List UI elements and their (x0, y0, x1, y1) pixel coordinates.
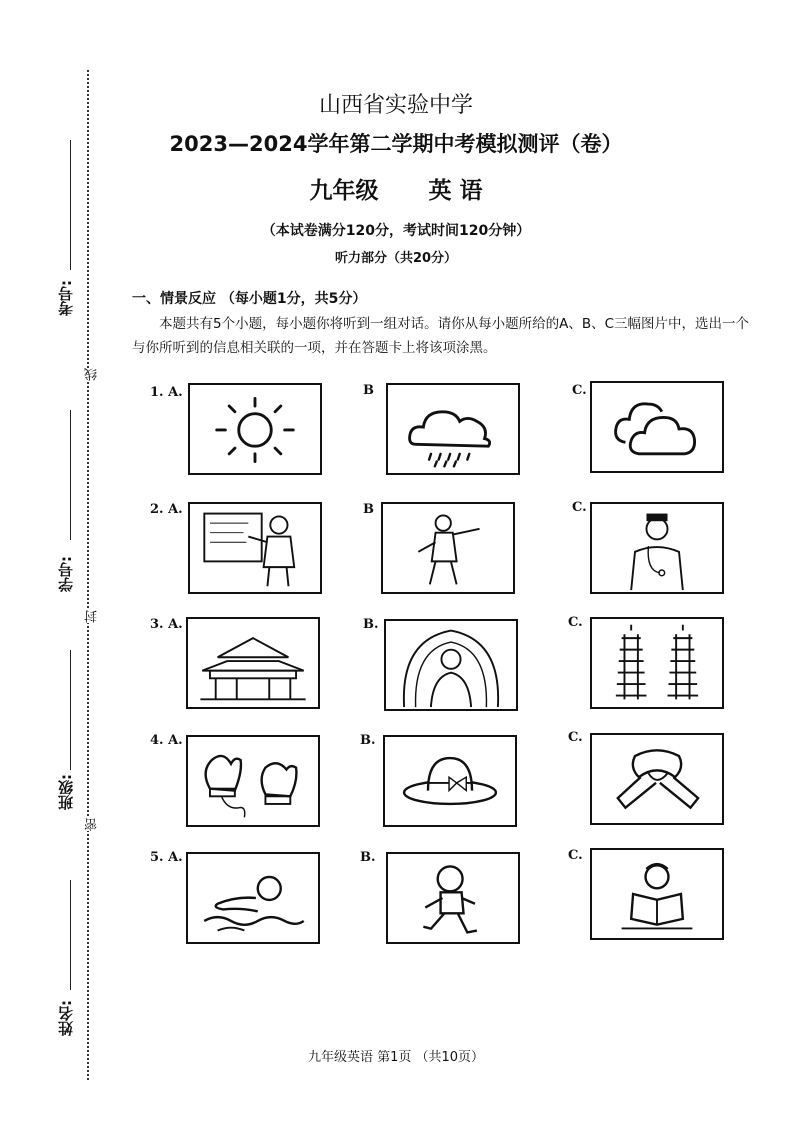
q3-label-a: 3. A. (150, 617, 183, 632)
q1-label-b: B (363, 383, 374, 398)
mittens-icon (188, 737, 318, 825)
q4-label-c: C. (568, 730, 583, 745)
seal-char-line: 线 (85, 368, 100, 381)
subject-label: 英 语 (428, 178, 483, 204)
listening-part-title: 听力部分（共20分） (334, 251, 458, 266)
q5-option-b[interactable] (386, 852, 520, 944)
q3-label-b: B. (363, 617, 379, 632)
twin-pagodas (592, 619, 722, 707)
name-label: 姓名: (57, 1000, 75, 1036)
q2-option-a[interactable] (188, 502, 322, 594)
q5-label-a: 5. A. (150, 850, 183, 865)
q4-option-a[interactable] (186, 735, 320, 827)
q1-option-b[interactable] (386, 383, 520, 475)
q1-label-c: C. (572, 383, 587, 398)
q4-label-b: B. (360, 733, 376, 748)
cloudy-icon (592, 383, 722, 471)
q1-option-a[interactable] (188, 383, 322, 475)
q2-option-c[interactable] (590, 502, 724, 594)
q2-label-c: C. (572, 500, 587, 515)
temple-gate (188, 619, 318, 707)
sun-hat-icon (385, 737, 515, 825)
q5-label-b: B. (360, 850, 376, 865)
q3-option-b[interactable] (384, 619, 518, 711)
student-no-underline (70, 410, 71, 540)
scarf-icon (592, 735, 722, 823)
reading-boy (592, 850, 722, 938)
q4-option-c[interactable] (590, 733, 724, 825)
violinist (383, 504, 513, 592)
q4-option-b[interactable] (383, 735, 517, 827)
exam-info: （本试卷满分120分，考试时间120分钟） (261, 223, 531, 239)
grade-subject (0, 172, 792, 205)
name-underline (70, 880, 71, 990)
q5-option-c[interactable] (590, 848, 724, 940)
seal-char-feng: 封 (85, 610, 100, 623)
q4-label-a: 4. A. (150, 733, 183, 748)
grade-label: 九年级 (309, 178, 379, 204)
exam-no-label: 考号: (57, 280, 75, 316)
seal-char-mi: 密 (85, 818, 100, 831)
class-label: 班级: (57, 774, 75, 810)
q3-option-a[interactable] (186, 617, 320, 709)
swimming-boy (188, 854, 318, 942)
doctor (592, 504, 722, 592)
q2-option-b[interactable] (381, 502, 515, 594)
q2-label-a: 2. A. (150, 502, 183, 517)
q5-label-c: C. (568, 848, 583, 863)
q1-label-a: 1. A. (150, 385, 183, 400)
class-underline (70, 650, 71, 770)
q5-option-a[interactable] (186, 852, 320, 944)
buddha-statue (386, 621, 516, 709)
q3-option-c[interactable] (590, 617, 724, 709)
q1-option-c[interactable] (590, 381, 724, 473)
rain-cloud-icon (388, 385, 518, 473)
teacher-at-blackboard (190, 504, 320, 592)
running-boy (388, 854, 518, 942)
sun-icon (190, 385, 320, 473)
exam-title: 2023—2024学年第二学期中考模拟测评（卷） (169, 132, 623, 156)
student-no-label: 学号: (57, 556, 75, 592)
q2-label-b: B (363, 502, 374, 517)
section-title: 一、情景反应 （每小题1分，共5分） (132, 291, 367, 307)
q3-label-c: C. (568, 615, 583, 630)
section-instruction: 本题共有5个小题，每小题你将听到一组对话。请你从每小题所给的A、B、C三幅图片中，选出一个与你所听到的信息相关联的一项，并在答题卡上将该项涂黑。 (132, 316, 750, 356)
school-name: 山西省实验中学 (318, 93, 473, 118)
page-footer: 九年级英语 第1页 （共10页） (307, 1050, 485, 1065)
